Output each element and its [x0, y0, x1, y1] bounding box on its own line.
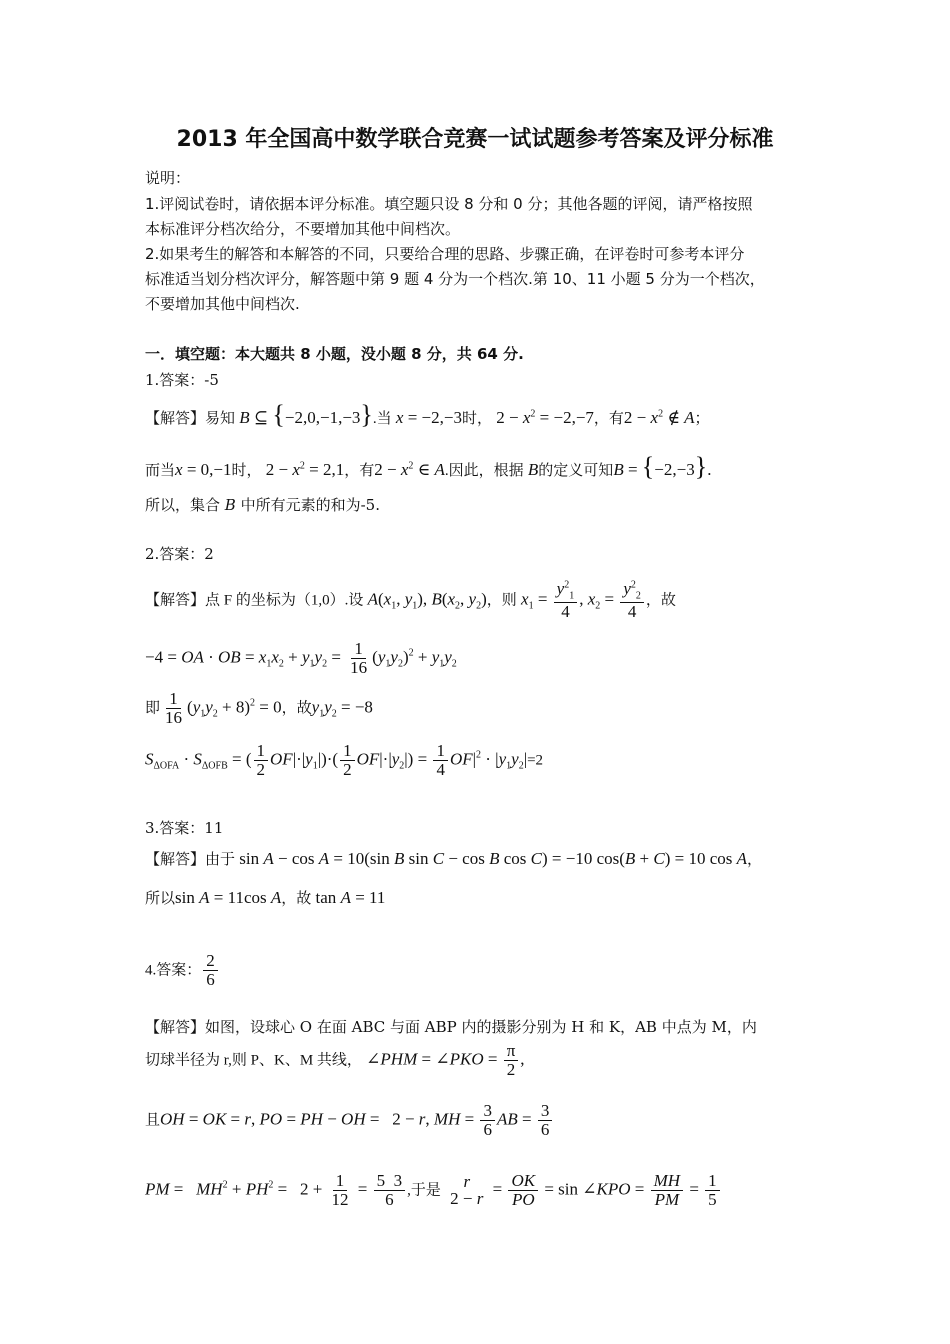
q4-solution-line2: 切球半径为 r,则 P、K、M 共线， ∠PHM = ∠PKO = $\frac{\pi}{2}$ ,: [145, 1041, 525, 1079]
q1-solution-line1: 【解答】易知 B ⊆ {−2,0,−1,−3}.当 x = −2,−3时， $2 - x^2 = -2,-7$，有$2 - x^2$ ∉ A；: [145, 400, 710, 429]
q2-solution-line1: 【解答】点 F 的坐标为（1,0）.设 $A(x_1$, $y_1$), $B(x_2$, $y_2$)，则 $x_1$ = $\frac{y^2_1}{4}$ , $x_2$ = $\frac{y^2_2}{4}$ ，故: [145, 579, 676, 621]
q3-solution-line2: 所以sin A = 11cos A，故 tan A = 11: [145, 888, 386, 907]
page-title: 2013 年全国高中数学联合竞赛一试试题参考答案及评分标准: [176, 127, 774, 152]
notes-heading: 说明：: [145, 169, 191, 187]
q3-solution-line1: 【解答】由于 sin A − cos A = 10(sin B sin C − cos B cos C) = −10 cos(B + C) = 10 cos A，: [145, 849, 763, 868]
q2-solution-line4: $S_{\Delta OFA} \cdot S_{\Delta OFB}$ = ( $\frac{1}{2}$ $OF|\cdot|y_1|)\cdot$( $\frac{1}{2}$ $OF|\cdot|y_2|$) = $\frac{1}{4}$ $OF|^2 \cdot |y_1y_2|=2$: [145, 741, 544, 779]
q2-answer: 2.答案：2: [145, 545, 214, 563]
notes-line-2a: 2.如果考生的解答和本解答的不同，只要给合理的思路、步骤正确，在评卷时可参考本评分: [145, 245, 745, 263]
q4-solution-line4: PM = $MH^2 + PH^2 = 2$ + $\frac{1}{12}$ = $\frac{5 3}{6}$ ,于是 r 2 − r = $\frac{OK}{PO}$ = sin ∠KPO = $\frac{MH}{PM}$ = $\frac{1}{5}$: [145, 1172, 722, 1209]
notes-line-2c: 不要增加其他中间档次.: [145, 295, 300, 313]
q2-solution-line2: −4 = OA · OB = $x_1x_2 + y_1y_2$ = $\frac{1}{16}$ $(y_1y_2)^2 + y_1y_2$: [145, 639, 457, 677]
notes-line-1a: 1.评阅试卷时，请依据本评分标准。填空题只设 8 分和 0 分；其他各题的评阅，请严格按照: [145, 195, 753, 213]
q1-solution-line2: 而当x = 0,−1时， $2 - x^2 = 2,1$，有$2 - x^2$ ∈ A.因此，根据 B的定义可知B = {−2,−3}.: [145, 452, 712, 481]
q3-answer: 3.答案：11: [145, 819, 224, 837]
notes-line-1b: 本标准评分档次给分，不要增加其他中间档次。: [145, 220, 461, 238]
notes-line-2b: 标准适当划分档次评分，解答题中第 9 题 4 分为一个档次.第 10、11 小题 5 分为一个档次，: [145, 270, 765, 288]
section-heading: 一．填空题：本大题共 8 小题，没小题 8 分，共 64 分.: [145, 345, 524, 363]
q4-solution-line3: 且OH = OK = r, PO = PH − OH = 2 − r, MH = $\frac{3}{6}$ AB = $\frac{3}{6}$: [145, 1102, 554, 1139]
q4-answer: 4.答案： $\frac{2}{6}$: [145, 952, 220, 989]
q1-conclusion: 所以，集合 B 中所有元素的和为-5.: [145, 496, 380, 514]
q1-answer: 1.答案：-5: [145, 371, 219, 389]
q4-solution-line1: 【解答】如图，设球心 O 在面 ABC 与面 ABP 内的摄影分别为 H 和 K，AB 中点为 M，内: [145, 1018, 757, 1036]
q2-solution-line3: 即 $\frac{1}{16}$ $(y_1y_2 + 8)^2 = 0$，故$y_1y_2 = -8$: [145, 689, 373, 727]
